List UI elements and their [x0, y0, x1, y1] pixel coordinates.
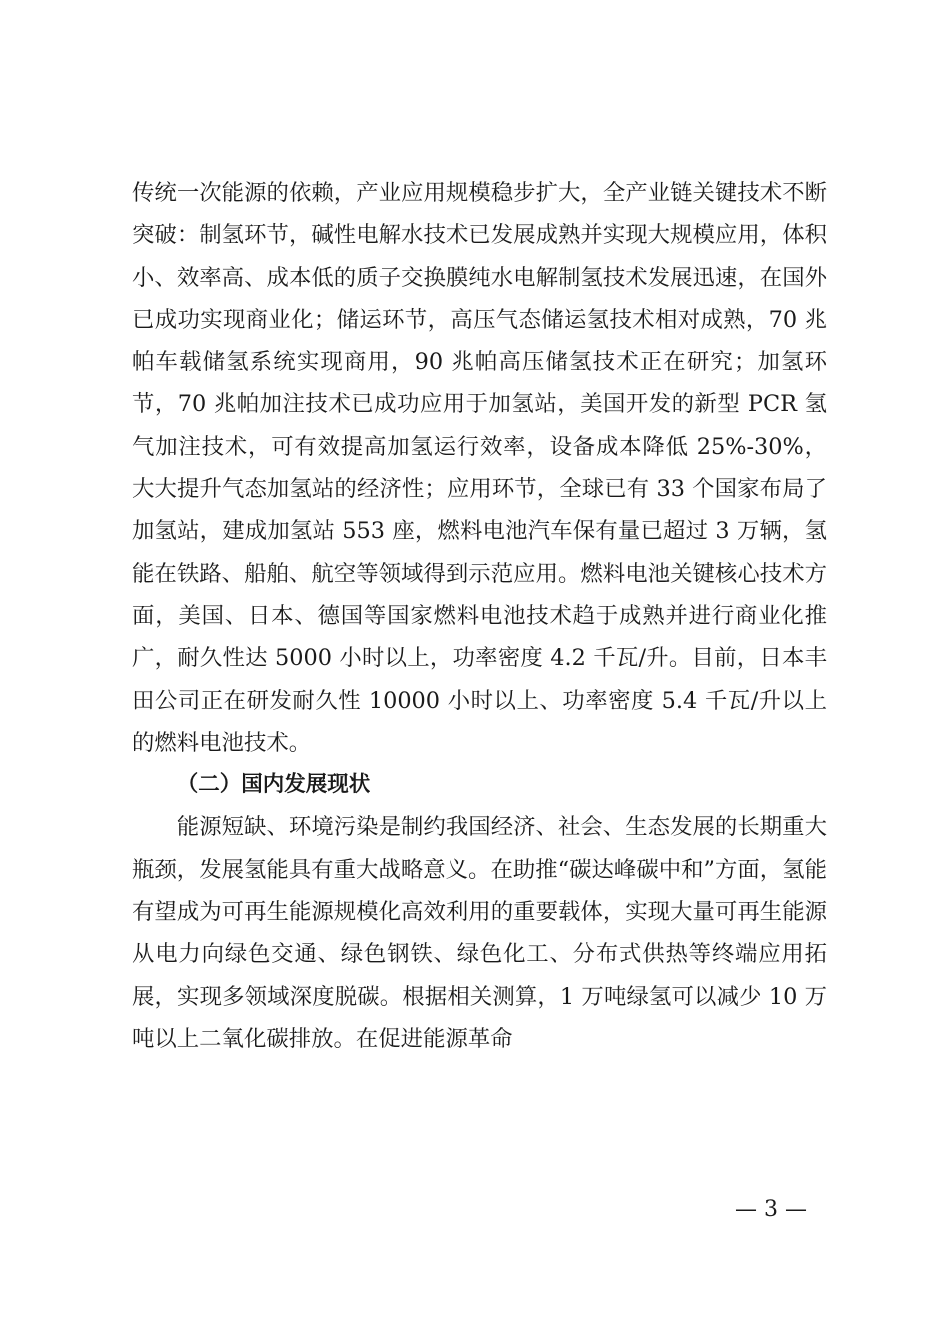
paragraph-domestic-status: 能源短缺、环境污染是制约我国经济、社会、生态发展的长期重大瓶颈，发展氢能具有重大战略意义。在助推“碳达峰碳中和”方面，氢能有望成为可再生能源规模化高效利用的重要载体，实现大量可再生能源从电力向绿色交通、绿色钢铁、绿色化工、分布式供热等终端应用拓展，实现多领域深度脱碳。根据相关测算，1 万吨绿氢可以减少 10 万吨以上二氧化碳排放。在促进能源革命	[132, 814, 827, 1052]
section-heading: （二）国内发展现状	[176, 772, 371, 798]
page-number: — 3 —	[735, 1197, 807, 1222]
paragraph-international-status: 传统一次能源的依赖，产业应用规模稳步扩大，全产业链关键技术不断突破：制氢环节，碱性电解水技术已发展成熟并实现大规模应用，体积小、效率高、成本低的质子交换膜纯水电解制氢技术发展迅速，在国外已成功实现商业化；储运环节，高压气态储运氢技术相对成熟，70 兆帕车载储氢系统实现商用，90 兆帕高压储氢技术正在研究；加氢环节，70 兆帕加注技术已成功应用于加氢站，美国开发的新型 PCR 氢气加注技术，可有效提高加氢运行效率，设备成本降低 25%-30%，大大提升气态加氢站的经济性；应用环节，全球已有 33 个国家布局了加氢站，建成加氢站 553 座，燃料电池汽车保有量已超过 3 万辆，氢能在铁路、船舶、航空等领域得到示范应用。燃料电池关键核心技术方面，美国、日本、德国等国家燃料电池技术趋于成熟并进行商业化推广，耐久性达 5000 小时以上，功率密度 4.2 千瓦/升。目前，日本丰田公司正在研发耐久性 10000 小时以上、功率密度 5.4 千瓦/升以上的燃料电池技术。	[132, 180, 827, 756]
document-body	[132, 172, 827, 1060]
